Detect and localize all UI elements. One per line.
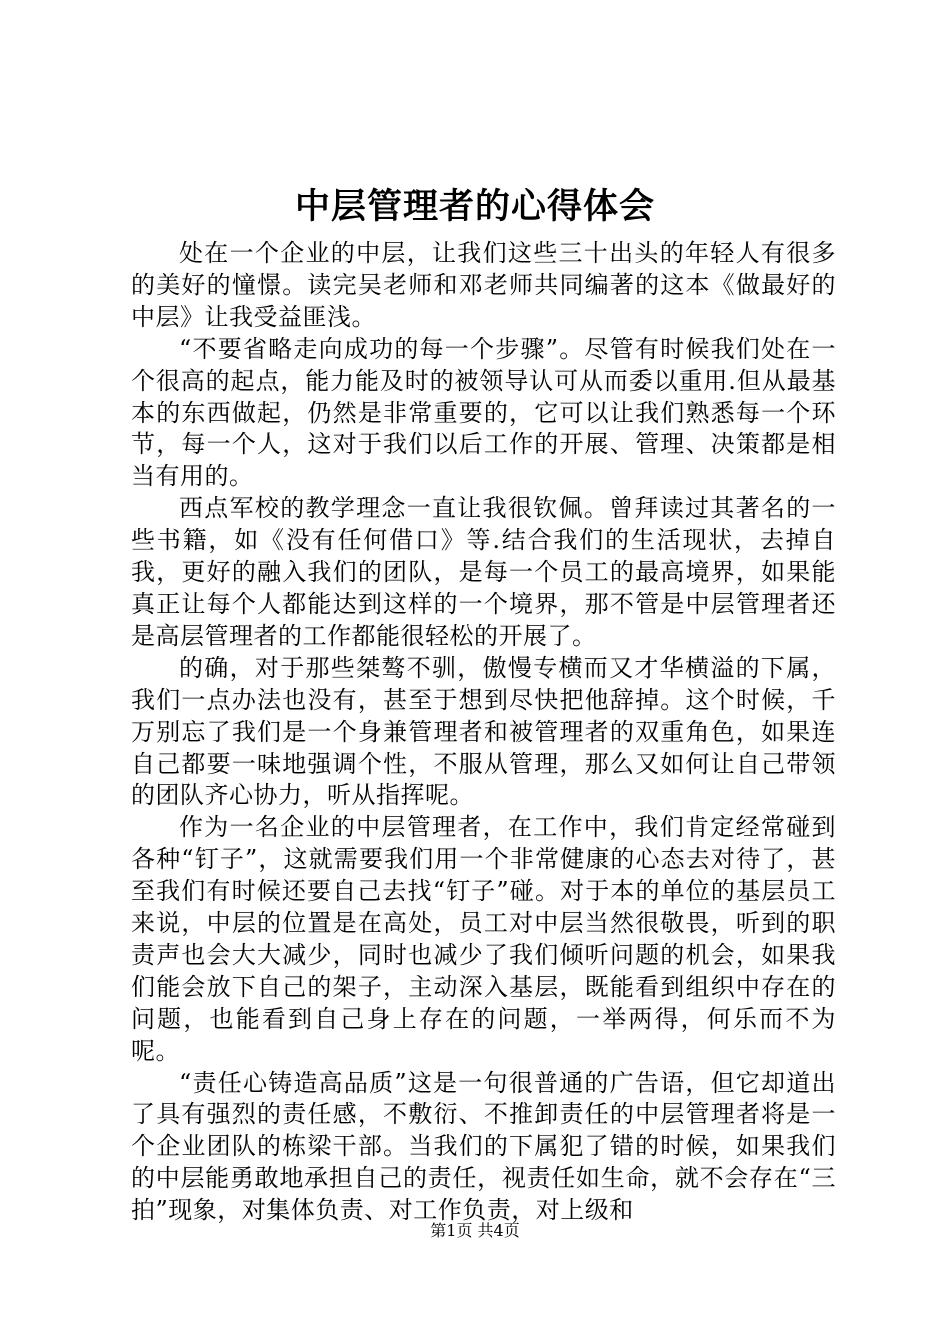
paragraph-4: 的确，对于那些桀骜不驯，傲慢专横而又才华横溢的下属，我们一点办法也没有，甚至于想到尽快把他辞掉。这个时候，千万别忘了我们是一个身兼管理者和被管理者的双重角色，如果连自己都要一味地强调个性，不服从管理，那么又如何让自己带领的团队齐心协力，听从指挥呢。 [131, 653, 836, 810]
document-body [131, 238, 836, 1227]
paragraph-2: “不要省略走向成功的每一个步骤”。尽管有时候我们处在一个很高的起点，能力能及时的被领导认可从而委以重用.但从最基本的东西做起，仍然是非常重要的，它可以让我们熟悉每一个环节，每一个人，这对于我们以后工作的开展、管理、决策都是相当有用的。 [131, 334, 836, 491]
paragraph-3: 西点军校的教学理念一直让我很钦佩。曾拜读过其著名的一些书籍，如《没有任何借口》等.结合我们的生活现状，去掉自我，更好的融入我们的团队，是每一个员工的最高境界，如果能真正让每个人都能达到这样的一个境界，那不管是中层管理者还是高层管理者的工作都能很轻松的开展了。 [131, 494, 836, 650]
paragraph-5: 作为一名企业的中层管理者，在工作中，我们肯定经常碰到各种“钉子”，这就需要我们用一个非常健康的心态去对待了，甚至我们有时候还要自己去找“钉子”碰。对于本的单位的基层员工来说，中层的位置是在高处，员工对中层当然很敬畏，听到的职责声也会大大减少，同时也减少了我们倾听问题的机会，如果我们能会放下自己的架子，主动深入基层，既能看到组织中存在的问题，也能看到自己身上存在的问题，一举两得，何乐而不为呢。 [131, 813, 836, 1065]
page-number-footer: 第1页 共4页 [430, 1221, 520, 1240]
document-title: 中层管理者的心得体会 [294, 187, 655, 227]
paragraph-1: 处在一个企业的中层，让我们这些三十出头的年轻人有很多的美好的憧憬。读完吴老师和邓老师共同编著的这本《做最好的中层》让我受益匪浅。 [131, 239, 836, 331]
paragraph-6: “责任心铸造高品质”这是一句很普通的广告语，但它却道出了具有强烈的责任感，不敷衍、不推卸责任的中层管理者将是一个企业团队的栋梁干部。当我们的下属犯了错的时候，如果我们的中层能勇敢地承担自己的责任，视责任如生命，就不会存在“三拍”现象，对集体负责、对工作负责，对上级和 [131, 1068, 836, 1225]
